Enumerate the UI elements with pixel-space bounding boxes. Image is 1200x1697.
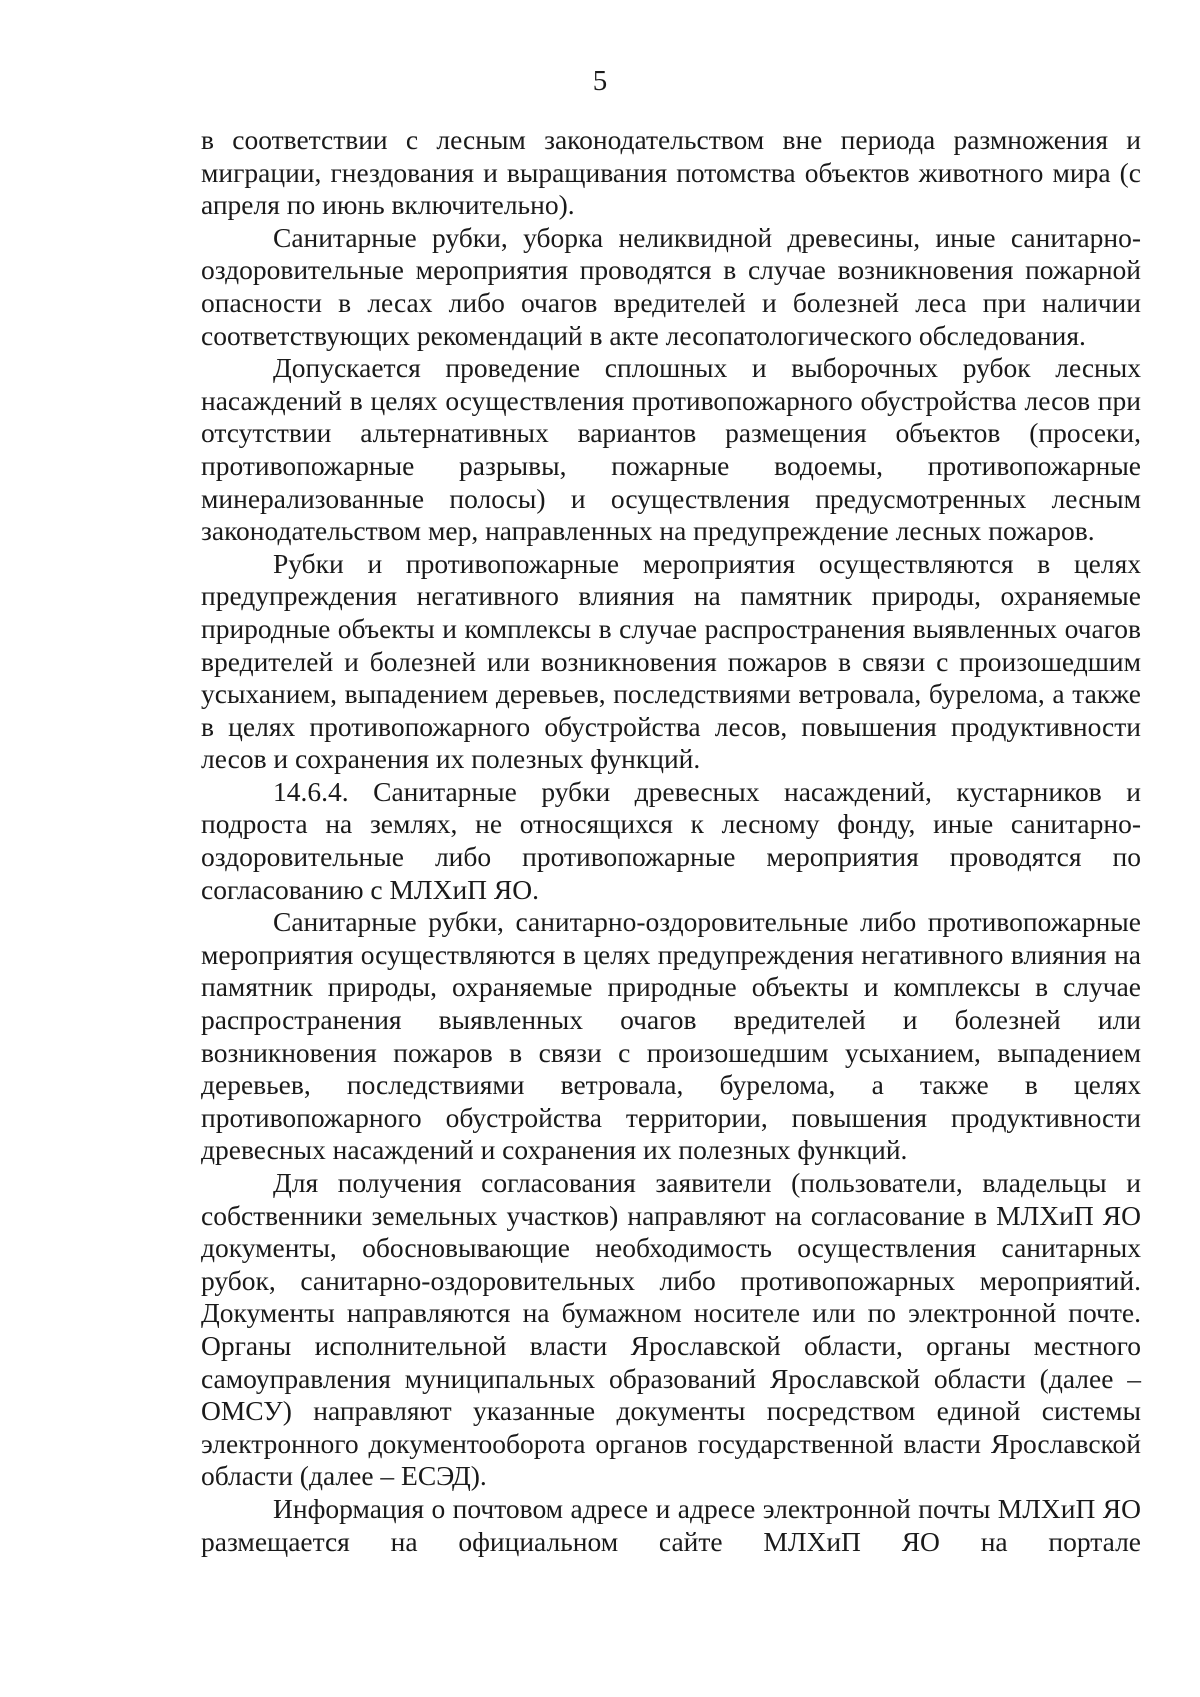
body-text (201, 124, 1141, 1558)
paragraph-cutting-purposes: Рубки и противопожарные мероприятия осуществляются в целях предупреждения негативного влияния на памятник природы, охраняемые природные объекты и комплексы в случае распространения выявленных очагов вредителей и болезней или возникновения пожаров в связи с произошедшим усыханием, выпадением деревьев, последствиями ветровала, бурелома, а также в целях противопожарного обустройства лесов, повышения продуктивности лесов и сохранения их полезных функций. (201, 547, 1141, 775)
paragraph-continuation: в соответствии с лесным законодательством вне периода размножения и миграции, гнездования и выращивания потомства объектов животного мира (с апреля по июнь включительно). (201, 124, 1141, 221)
paragraph-sanitary-cuttings: Санитарные рубки, уборка неликвидной древесины, иные санитарно-оздоровительные мероприятия проводятся в случае возникновения пожарной опасности в лесах либо очагов вредителей и болезней леса при наличии соответствующих рекомендаций в акте лесопатологического обследования. (201, 221, 1141, 351)
paragraph-approval-procedure: Для получения согласования заявители (пользователи, владельцы и собственники земельных участков) направляют на согласование в МЛХиП ЯО документы, обосновывающие необходимость осуществления санитарных рубок, санитарно-оздоровительных либо противопожарных мероприятий. Документы направляются на бумажном носителе или по электронной почте. Органы исполнительной власти Ярославской области, органы местного самоуправления муниципальных образований Ярославской области (далее – ОМСУ) направляют указанные документы посредством единой системы электронного документооборота органов государственной власти Ярославской области (далее – ЕСЭД). (201, 1167, 1141, 1492)
page-number: 5 (592, 65, 608, 97)
paragraph-contact-information: Информация о почтовом адресе и адресе электронной почты МЛХиП ЯО размещается на официальном сайте МЛХиП ЯО на портале (201, 1492, 1141, 1557)
paragraph-14-6-4: 14.6.4. Санитарные рубки древесных насаждений, кустарников и подроста на землях, не относящихся к лесному фонду, иные санитарно-оздоровительные либо противопожарные мероприятия проводятся по согласованию с МЛХиП ЯО. (201, 775, 1141, 905)
paragraph-fire-prevention-cuttings: Допускается проведение сплошных и выборочных рубок лесных насаждений в целях осуществления противопожарного обустройства лесов при отсутствии альтернативных вариантов размещения объектов (просеки, противопожарные разрывы, пожарные водоемы, противопожарные минерализованные полосы) и осуществления предусмотренных лесным законодательством мер, направленных на предупреждение лесных пожаров. (201, 352, 1141, 547)
paragraph-sanitary-purposes: Санитарные рубки, санитарно-оздоровительные либо противопожарные мероприятия осуществляются в целях предупреждения негативного влияния на памятник природы, охраняемые природные объекты и комплексы в случае распространения выявленных очагов вредителей и болезней или возникновения пожаров в связи с произошедшим усыханием, выпадением деревьев, последствиями ветровала, бурелома, а также в целях противопожарного обустройства территории, повышения продуктивности древесных насаждений и сохранения их полезных функций. (201, 906, 1141, 1166)
